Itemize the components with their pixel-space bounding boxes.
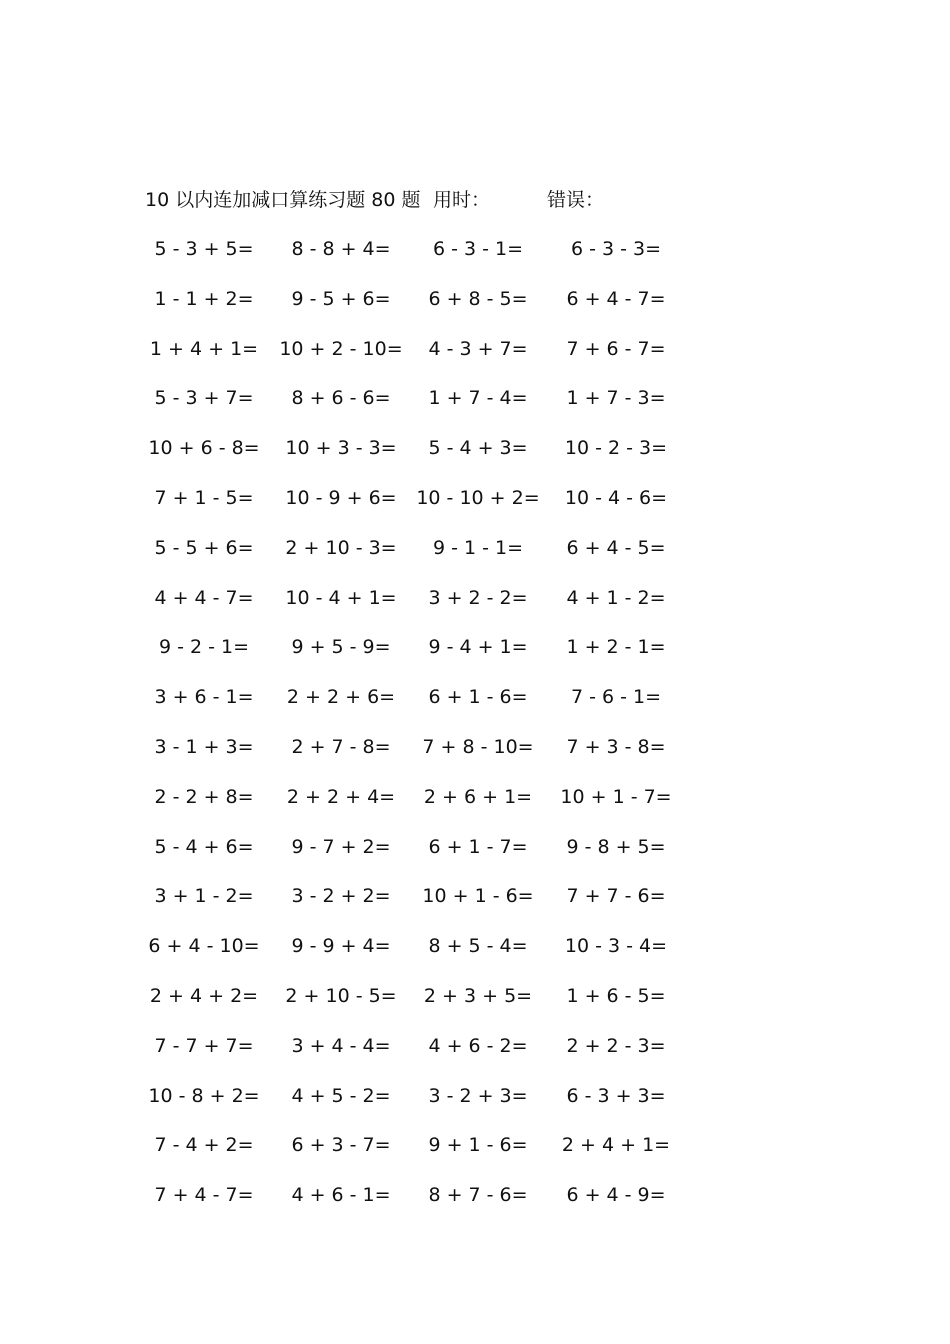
math-problem: 10 - 10 + 2= bbox=[416, 486, 540, 509]
math-problem: 2 - 2 + 8= bbox=[154, 785, 254, 808]
problem-row bbox=[0, 383, 950, 433]
math-problem: 4 + 1 - 2= bbox=[566, 586, 666, 609]
worksheet-header bbox=[0, 186, 950, 214]
math-problem: 4 + 6 - 1= bbox=[291, 1184, 391, 1207]
time-label: 用时： bbox=[433, 189, 491, 211]
problem-row bbox=[0, 632, 950, 682]
problem-row bbox=[0, 1130, 950, 1180]
math-problem: 9 - 8 + 5= bbox=[566, 835, 666, 858]
math-problem: 6 + 4 - 7= bbox=[566, 287, 666, 310]
math-problem: 5 - 4 + 3= bbox=[428, 437, 528, 460]
math-problem: 6 + 3 - 7= bbox=[291, 1134, 391, 1157]
math-problem: 7 + 4 - 7= bbox=[154, 1184, 254, 1207]
problem-row bbox=[0, 533, 950, 583]
math-problem: 2 + 4 + 1= bbox=[561, 1134, 671, 1157]
math-problem: 2 + 3 + 5= bbox=[423, 984, 533, 1007]
math-problem: 8 + 6 - 6= bbox=[291, 387, 391, 410]
math-problem: 10 + 1 - 6= bbox=[422, 885, 534, 908]
math-problem: 2 + 2 + 4= bbox=[286, 785, 396, 808]
math-problem: 7 + 7 - 6= bbox=[566, 885, 666, 908]
math-problem: 1 + 7 - 3= bbox=[566, 387, 666, 410]
math-problem: 10 + 2 - 10= bbox=[279, 337, 403, 360]
math-problem: 1 + 7 - 4= bbox=[428, 387, 528, 410]
math-problem: 8 + 5 - 4= bbox=[428, 935, 528, 958]
math-problem: 10 - 3 - 4= bbox=[564, 935, 668, 958]
math-problem: 7 - 7 + 7= bbox=[154, 1034, 254, 1057]
problem-row bbox=[0, 433, 950, 483]
math-problem: 5 - 5 + 6= bbox=[154, 536, 254, 559]
math-problem: 6 - 3 - 3= bbox=[570, 238, 662, 260]
math-problem: 1 + 4 + 1= bbox=[149, 337, 259, 360]
math-problem: 9 - 7 + 2= bbox=[291, 835, 391, 858]
math-problem: 10 + 6 - 8= bbox=[148, 437, 260, 460]
math-problem: 2 + 7 - 8= bbox=[291, 735, 391, 758]
math-problem: 2 + 10 - 3= bbox=[285, 536, 397, 559]
problem-row bbox=[0, 981, 950, 1031]
math-problem: 6 + 1 - 6= bbox=[428, 686, 528, 709]
math-problem: 6 + 8 - 5= bbox=[428, 287, 528, 310]
math-problem: 7 - 4 + 2= bbox=[154, 1134, 254, 1157]
math-problem: 9 + 5 - 9= bbox=[291, 636, 391, 659]
problem-row bbox=[0, 881, 950, 931]
math-problem: 1 + 2 - 1= bbox=[566, 636, 666, 659]
problem-row bbox=[0, 732, 950, 782]
math-problem: 2 + 10 - 5= bbox=[285, 984, 397, 1007]
problem-row bbox=[0, 1180, 950, 1230]
math-problem: 8 - 8 + 4= bbox=[291, 238, 391, 260]
math-problem: 9 - 5 + 6= bbox=[291, 287, 391, 310]
math-problem: 9 - 1 - 1= bbox=[432, 536, 524, 559]
math-problem: 7 - 6 - 1= bbox=[570, 686, 662, 709]
math-problem: 7 + 8 - 10= bbox=[422, 735, 534, 758]
math-problem: 8 + 7 - 6= bbox=[428, 1184, 528, 1207]
math-problem: 4 - 3 + 7= bbox=[428, 337, 528, 360]
math-problem: 9 + 1 - 6= bbox=[428, 1134, 528, 1157]
math-problem: 9 - 2 - 1= bbox=[158, 636, 250, 659]
math-problem: 6 - 3 + 3= bbox=[566, 1084, 666, 1107]
math-problem: 2 + 4 + 2= bbox=[149, 984, 259, 1007]
math-problem: 10 - 4 + 1= bbox=[285, 586, 397, 609]
math-problem: 6 + 4 - 5= bbox=[566, 536, 666, 559]
math-problem: 9 - 9 + 4= bbox=[291, 935, 391, 958]
math-problem: 3 - 2 + 3= bbox=[428, 1084, 528, 1107]
math-problem: 5 - 3 + 7= bbox=[154, 387, 254, 410]
problem-grid bbox=[0, 234, 950, 1230]
math-problem: 3 + 1 - 2= bbox=[154, 885, 254, 908]
math-problem: 6 + 4 - 10= bbox=[148, 935, 260, 958]
math-problem: 9 - 4 + 1= bbox=[428, 636, 528, 659]
math-problem: 7 + 6 - 7= bbox=[566, 337, 666, 360]
problem-row bbox=[0, 782, 950, 832]
problem-row bbox=[0, 334, 950, 384]
problem-row bbox=[0, 583, 950, 633]
problem-row bbox=[0, 682, 950, 732]
math-problem: 3 + 4 - 4= bbox=[291, 1034, 391, 1057]
math-problem: 3 - 1 + 3= bbox=[154, 735, 254, 758]
math-problem: 4 + 5 - 2= bbox=[291, 1084, 391, 1107]
worksheet-title: 10 以内连加减口算练习题 80 题 bbox=[145, 189, 421, 211]
math-problem: 10 - 4 - 6= bbox=[564, 486, 668, 509]
math-problem: 4 + 6 - 2= bbox=[428, 1034, 528, 1057]
math-problem: 10 - 9 + 6= bbox=[285, 486, 397, 509]
math-problem: 10 + 3 - 3= bbox=[285, 437, 397, 460]
problem-row bbox=[0, 284, 950, 334]
math-problem: 10 + 1 - 7= bbox=[560, 785, 672, 808]
math-problem: 5 - 3 + 5= bbox=[154, 238, 254, 260]
math-problem: 6 + 4 - 9= bbox=[566, 1184, 666, 1207]
math-problem: 6 + 1 - 7= bbox=[428, 835, 528, 858]
math-problem: 10 - 8 + 2= bbox=[148, 1084, 260, 1107]
math-problem: 2 + 2 + 6= bbox=[286, 686, 396, 709]
problem-row bbox=[0, 234, 950, 284]
problem-row bbox=[0, 931, 950, 981]
problem-row bbox=[0, 1081, 950, 1131]
math-problem: 3 - 2 + 2= bbox=[291, 885, 391, 908]
errors-label: 错误： bbox=[547, 189, 605, 211]
math-problem: 6 - 3 - 1= bbox=[432, 238, 524, 260]
math-problem: 1 - 1 + 2= bbox=[154, 287, 254, 310]
math-problem: 2 + 2 - 3= bbox=[566, 1034, 666, 1057]
math-problem: 1 + 6 - 5= bbox=[566, 984, 666, 1007]
problem-row bbox=[0, 483, 950, 533]
problem-row bbox=[0, 1031, 950, 1081]
math-problem: 7 + 3 - 8= bbox=[566, 735, 666, 758]
math-problem: 3 + 2 - 2= bbox=[428, 586, 528, 609]
math-problem: 7 + 1 - 5= bbox=[154, 486, 254, 509]
math-problem: 3 + 6 - 1= bbox=[154, 686, 254, 709]
math-problem: 10 - 2 - 3= bbox=[564, 437, 668, 460]
math-problem: 2 + 6 + 1= bbox=[423, 785, 533, 808]
math-problem: 4 + 4 - 7= bbox=[154, 586, 254, 609]
math-problem: 5 - 4 + 6= bbox=[154, 835, 254, 858]
problem-row bbox=[0, 832, 950, 882]
